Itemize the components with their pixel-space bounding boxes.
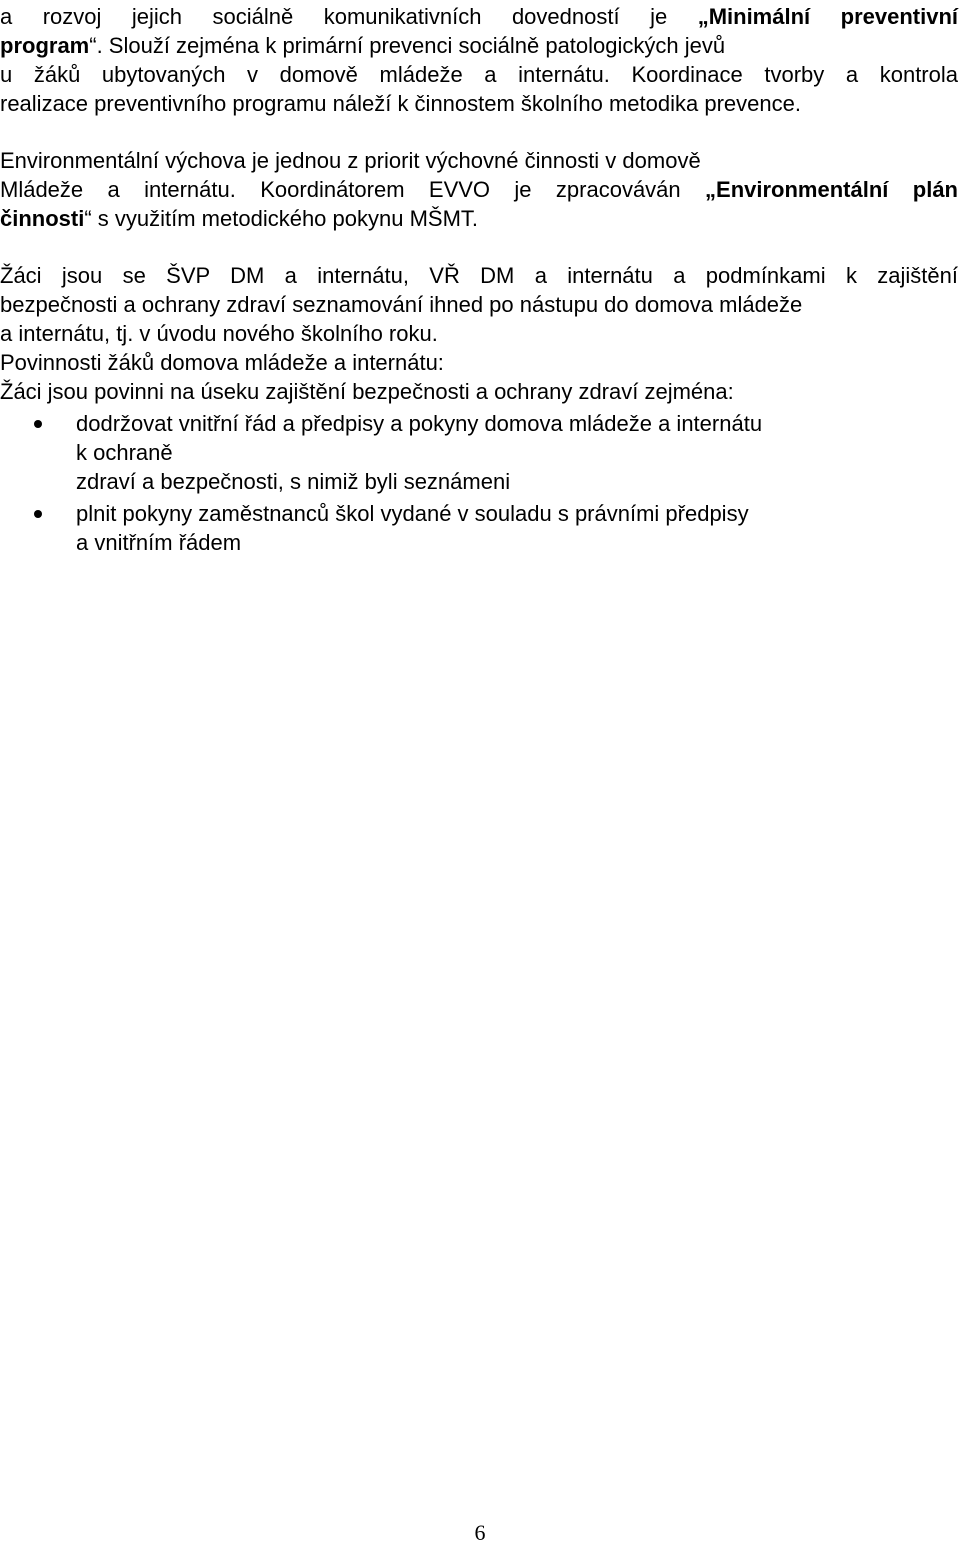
paragraph-line: realizace preventivního programu náleží k činnostem školního metodika prevence.: [0, 91, 801, 116]
bold-term-minimal-program: „Minimální preventivní: [697, 4, 958, 29]
paragraph-environmental-education: [0, 146, 958, 233]
bold-term-activities: činnosti: [0, 206, 85, 231]
duties-intro: Žáci jsou povinni na úseku zajištění bezpečnosti a ochrany zdraví zejména:: [0, 379, 734, 404]
list-item: dodržovat vnitřní řád a předpisy a pokyny domova mládeže a internátu k ochraně zdraví a bezpečnosti, s nimiž byli seznámeni: [0, 409, 958, 496]
paragraph-prevention-program: [0, 2, 958, 118]
paragraph-safety-introduction: [0, 261, 958, 348]
page-number: 6: [474, 1520, 486, 1545]
bullet-icon: [34, 420, 42, 428]
paragraph-line: a internátu, tj. v úvodu nového školního roku.: [0, 321, 438, 346]
paragraph-line: u žáků ubytovaných v domově mládeže a internátu. Koordinace tvorby a kontrola: [0, 62, 958, 87]
duties-heading: Povinnosti žáků domova mládeže a internátu:: [0, 350, 444, 375]
list-item: plnit pokyny zaměstnanců škol vydané v souladu s právními předpisy a vnitřním řádem: [0, 499, 958, 557]
paragraph-line: Mládeže a internátu. Koordinátorem EVVO je zpracováván „Environmentální plán: [0, 177, 958, 202]
paragraph-line: činnosti“ s využitím metodického pokynu MŠMT.: [0, 206, 479, 231]
duties-list: [0, 409, 958, 557]
bold-term-environmental-plan: „Environmentální plán: [705, 177, 958, 202]
paragraph-line: bezpečnosti a ochrany zdraví seznamování ihned po nástupu do domova mládeže: [0, 292, 803, 317]
paragraph-line: program“. Slouží zejména k primární prevenci sociálně patologických jevů: [0, 33, 726, 58]
bullet-icon: [34, 510, 42, 518]
paragraph-line: Žáci jsou se ŠVP DM a internátu, VŘ DM a internátu a podmínkami k zajištění: [0, 263, 958, 288]
paragraph-line: Environmentální výchova je jednou z priorit výchovné činnosti v domově: [0, 148, 701, 173]
paragraph-line: a rozvoj jejich sociálně komunikativních dovedností je „Minimální preventivní: [0, 4, 958, 29]
bold-term-program: program: [0, 33, 90, 58]
